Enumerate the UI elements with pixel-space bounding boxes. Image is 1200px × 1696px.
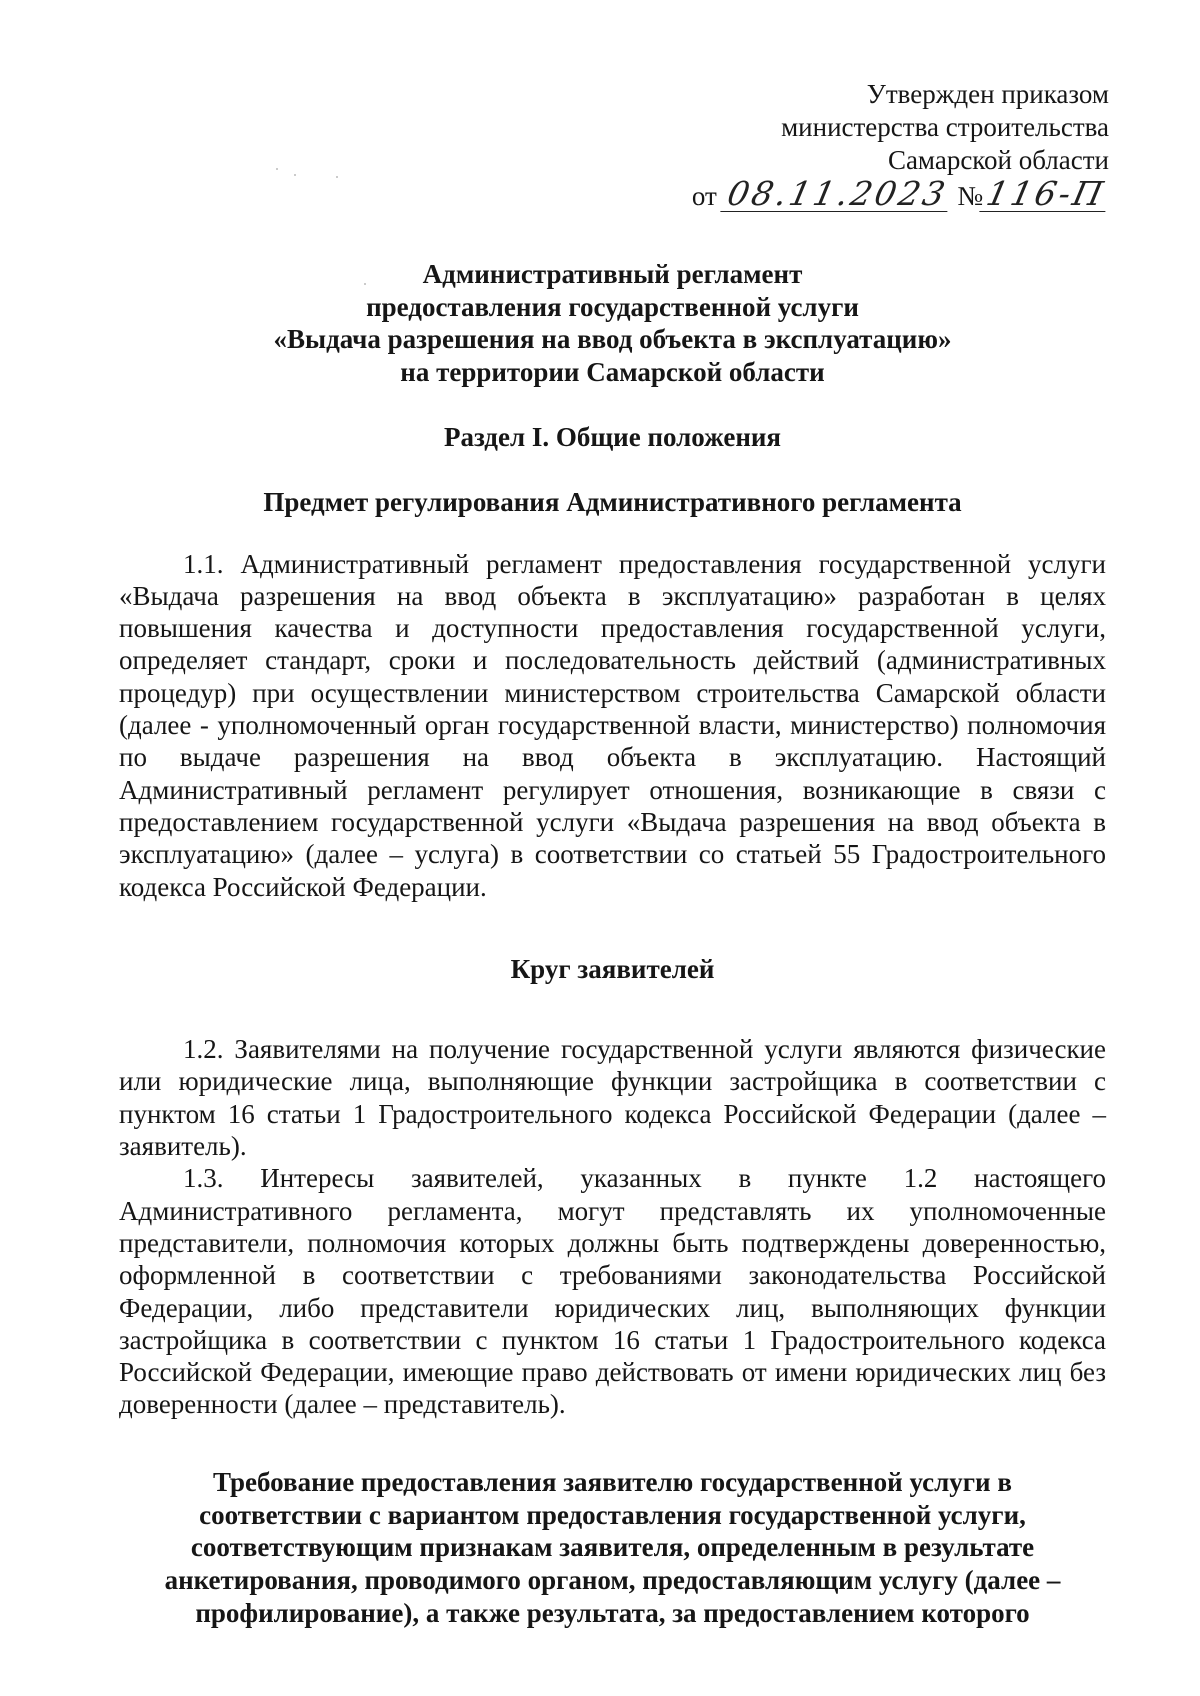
approval-date-line <box>691 174 1110 213</box>
date-prefix: от <box>691 181 717 211</box>
requirement-heading <box>119 1466 1106 1630</box>
requirement-line-2: соответствии с вариантом предоставления государственной услуги, <box>199 1499 1026 1530</box>
approval-stamp-block <box>692 78 1109 213</box>
handwritten-order-number: 116-П <box>979 177 1112 212</box>
paragraph-1-1: 1.1. Административный регламент предоставления государственной услуги «Выдача разрешения на ввод объекта в эксплуатацию» разработан в целях повышения качества и доступности предоставления государственной услуги, определяет стандарт, сроки и последовательность действий (административных процедур) при осуществлении министерством строительства Самарской области (далее - уполномоченный орган государственной власти, министерство) полномочия по выдаче разрешения на ввод объекта в эксплуатацию. Настоящий Административный регламент регулирует отношения, возникающие в связи с предоставлением государственной услуги «Выдача разрешения на ввод объекта в эксплуатацию» (далее – услуга) в соответствии со статьей 55 Градостроительного кодекса Российской Федерации. <box>119 548 1106 902</box>
approval-line-1: Утвержден приказом <box>866 79 1109 109</box>
paragraph-1-2: 1.2. Заявителями на получение государственной услуги являются физические или юридические лица, выполняющие функции застройщика в соответствии с пунктом 16 статьи 1 Градостроительного кодекса Российской Федерации (далее – заявитель). <box>119 1034 1106 1162</box>
scan-speck <box>294 174 296 176</box>
document-body <box>119 258 1106 1630</box>
title-line-1: Административный регламент <box>422 259 803 289</box>
approval-line-3: Самарской области <box>887 145 1109 175</box>
section-heading: Раздел I. Общие положения <box>443 422 782 452</box>
title-line-2: предоставления государственной услуги <box>366 291 859 322</box>
scan-speck <box>336 176 338 178</box>
title-line-4: на территории Самарской области <box>400 356 825 387</box>
paragraph-1-3: 1.3. Интересы заявителей, указанных в пункте 1.2 настоящего Административного регламента, могут представлять их уполномоченные представители, полномочия которых должны быть подтверждены доверенностью, оформленной в соответствии с требованиями законодательства Российской Федерации, либо представители юридических лиц, выполняющих функции застройщика в соответствии с пунктом 16 статьи 1 Градостроительного кодекса Российской Федерации, имеющие право действовать от имени юридических лиц без доверенности (далее – представитель). <box>119 1163 1106 1420</box>
scan-speck <box>276 168 278 170</box>
number-prefix: № <box>957 181 984 211</box>
subject-heading: Предмет регулирования Административного регламента <box>263 487 962 518</box>
title-line-3: «Выдача разрешения на ввод объекта в эксплуатацию» <box>273 324 952 354</box>
requirement-line-3: соответствующим признакам заявителя, определенным в результате <box>190 1532 1035 1563</box>
requirement-line-1: Требование предоставления заявителю государственной услуги в <box>213 1466 1012 1497</box>
approval-line-2: министерства строительства <box>781 112 1109 142</box>
applicants-heading: Круг заявителей <box>510 953 715 984</box>
requirement-line-5: профилирование), а также результата, за предоставлением которого <box>195 1597 1030 1628</box>
requirement-line-4: анкетирования, проводимого органом, предоставляющим услугу (далее – <box>164 1565 1061 1596</box>
document-title <box>119 258 1106 388</box>
handwritten-date: 08.11.2023 <box>720 177 954 212</box>
